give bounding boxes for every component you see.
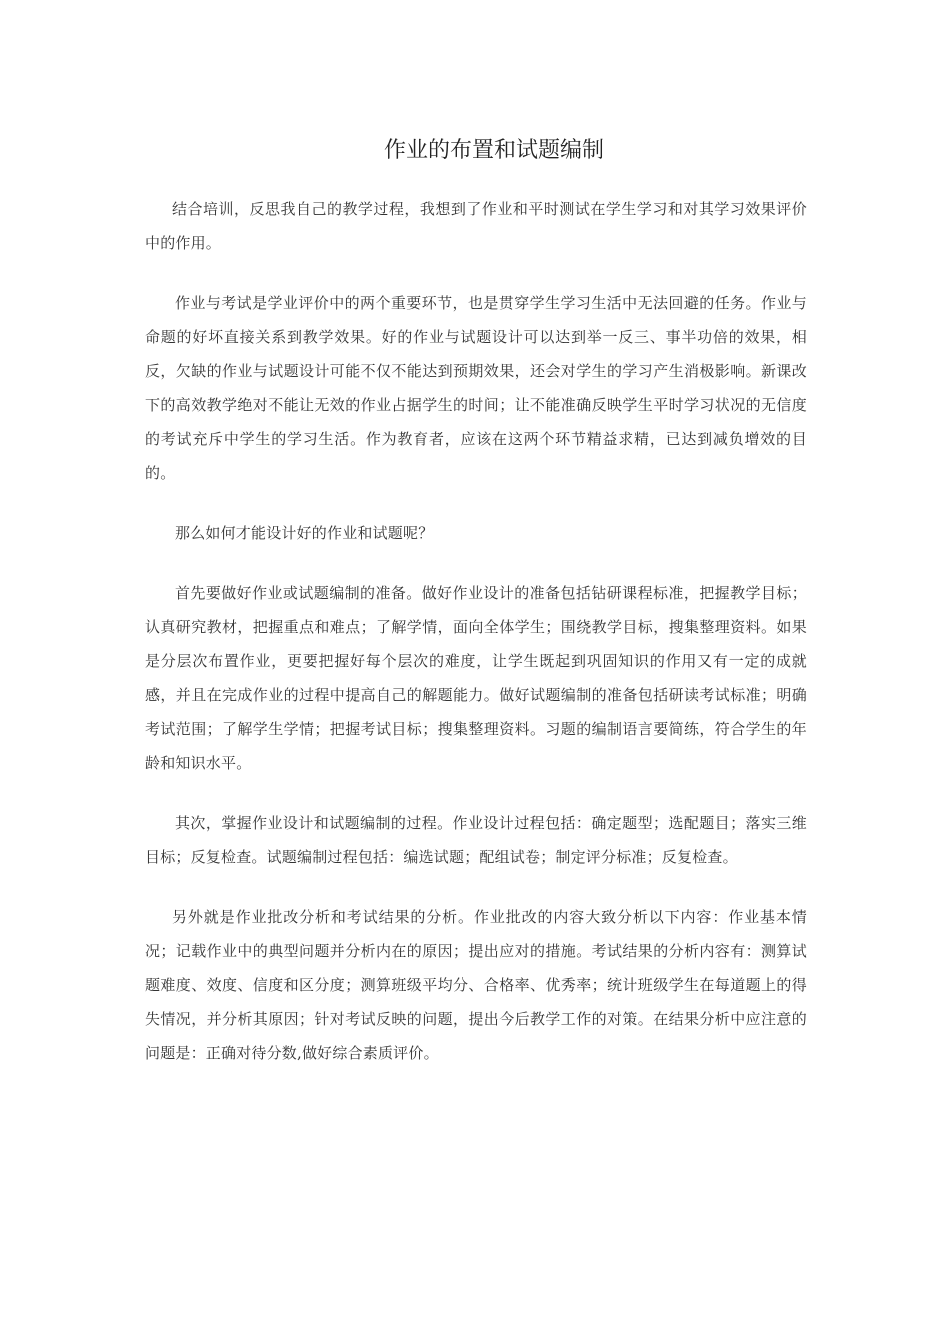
paragraph-preparation: 首先要做好作业或试题编制的准备。做好作业设计的准备包括钻研课程标准，把握教学目标；认真研究教材，把握重点和难点；了解学情，面向全体学生；围绕教学目标，搜集整理资料。如果是分层次布置作业，更要把握好每个层次的难度，让学生既起到巩固知识的作用又有一定的成就感，并且在完成作业的过程中提高自己的解题能力。做好试题编制的准备包括研读考试标准；明确考试范围；了解学生学情；把握考试目标；搜集整理资料。习题的编制语言要简练，符合学生的年龄和知识水平。 <box>145 584 807 772</box>
paragraph-analysis: 另外就是作业批改分析和考试结果的分析。作业批改的内容大致分析以下内容：作业基本情况；记载作业中的典型问题并分析内在的原因；提出应对的措施。考试结果的分析内容有：测算试题难度、效度、信度和区分度；测算班级平均分、合格率、优秀率；统计班级学生在每道题上的得失情况，并分析其原因；针对考试反映的问题，提出今后教学工作的对策。在结果分析中应注意的问题是：正确对待分数,做好综合素质评价。 <box>145 908 807 1062</box>
paragraph-question: 那么如何才能设计好的作业和试题呢？ <box>175 524 434 542</box>
document-title: 作业的布置和试题编制 <box>383 138 604 163</box>
document-body <box>145 192 807 1096</box>
paragraph-process: 其次，掌握作业设计和试题编制的过程。作业设计过程包括：确定题型；选配题目；落实三维目标；反复检查。试题编制过程包括：编选试题；配组试卷；制定评分标准；反复检查。 <box>145 814 807 866</box>
paragraph-homework-and-exams: 作业与考试是学业评价中的两个重要环节，也是贯穿学生学习生活中无法回避的任务。作业与命题的好坏直接关系到教学效果。好的作业与试题设计可以达到举一反三、事半功倍的效果，相反，欠缺的作业与试题设计可能不仅不能达到预期效果，还会对学生的学习产生消极影响。新课改下的高效教学绝对不能让无效的作业占据学生的时间；让不能准确反映学生平时学习状况的无信度的考试充斥中学生的学习生活。作为教育者，应该在这两个环节精益求精，已达到减负增效的目的。 <box>145 294 807 482</box>
paragraph-intro: 结合培训，反思我自己的教学过程，我想到了作业和平时测试在学生学习和对其学习效果评价中的作用。 <box>145 200 807 252</box>
